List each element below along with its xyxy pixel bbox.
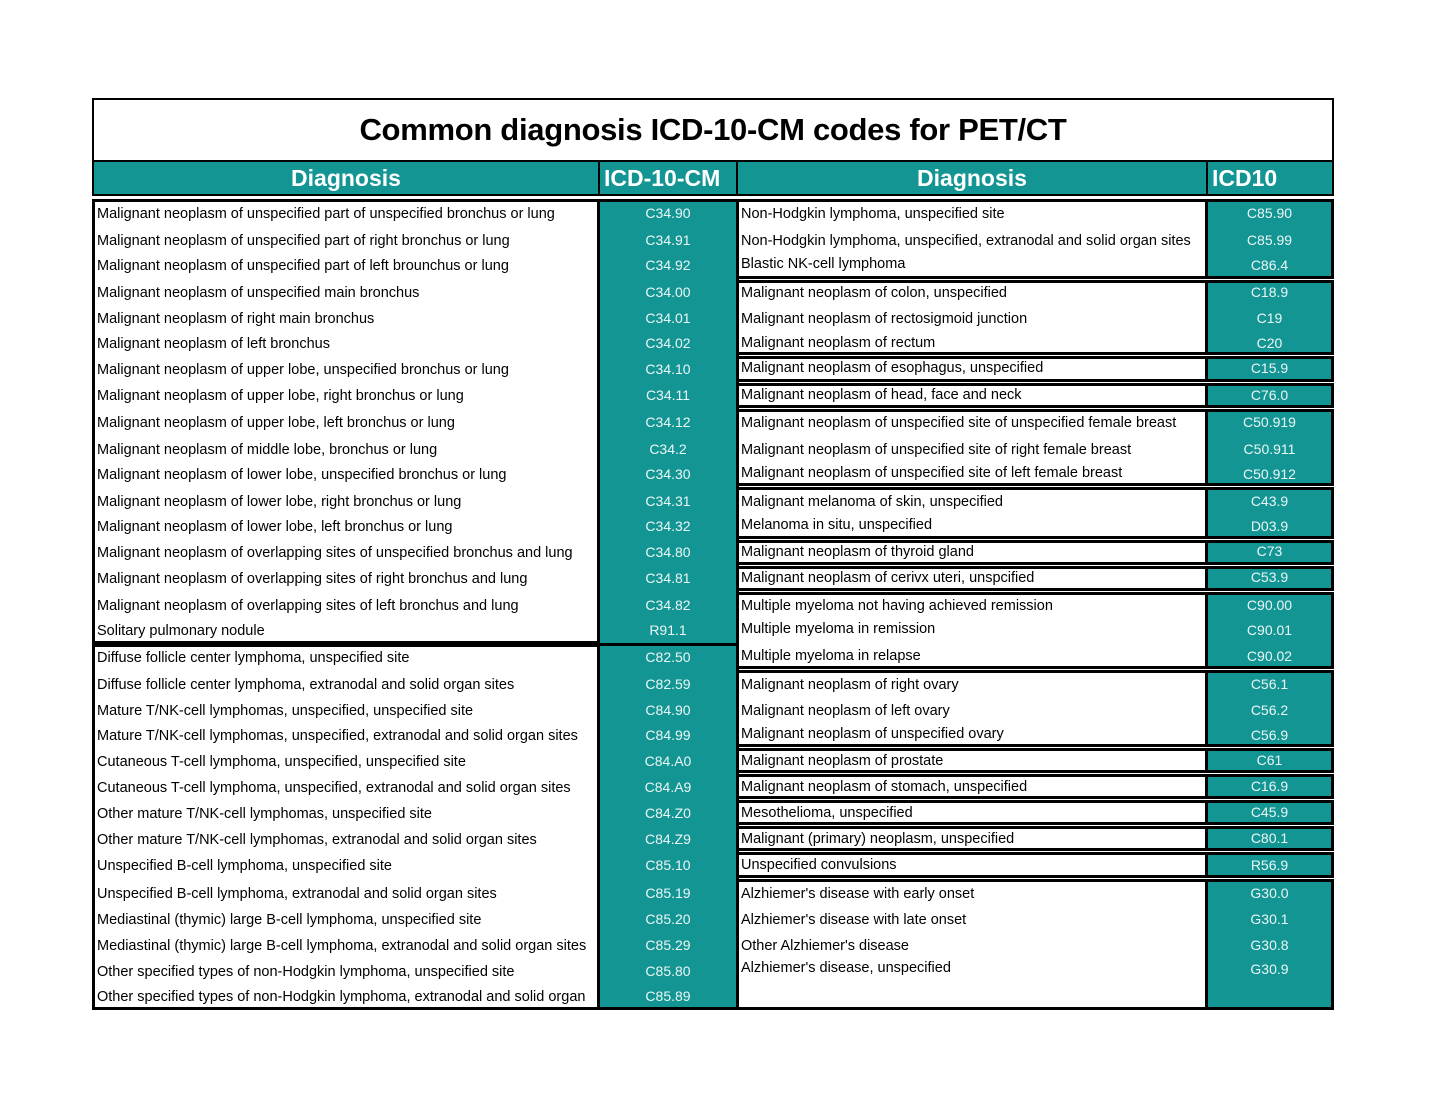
left-group-divider xyxy=(597,643,739,646)
icd-code: G30.1 xyxy=(1250,911,1289,927)
icd-code: G30.9 xyxy=(1250,961,1289,977)
diagnosis-text: Alzhiemer's disease with late onset xyxy=(741,912,967,928)
table-row xyxy=(94,675,514,695)
diagnosis-text: Malignant neoplasm of overlapping sites of right bronchus and lung xyxy=(97,571,528,587)
diagnosis-text: Malignant neoplasm of head, face and neck xyxy=(741,387,1022,403)
table-row xyxy=(738,777,1027,797)
table-row xyxy=(94,884,497,904)
table-row xyxy=(94,204,555,224)
diagnosis-text: Mediastinal (thymic) large B-cell lymphoma, extranodal and solid organ sites xyxy=(97,938,587,954)
table-row xyxy=(738,568,1034,588)
diagnosis-text: Mediastinal (thymic) large B-cell lymphoma, unspecified site xyxy=(97,912,482,928)
right-diagnosis-header-label: Diagnosis xyxy=(917,164,1027,191)
diagnosis-text: Malignant neoplasm of unspecified part of left brounchus or lung xyxy=(97,258,509,274)
table-row xyxy=(94,360,509,380)
diagnosis-text: Malignant neoplasm of right main bronchus xyxy=(97,311,375,327)
table-row xyxy=(94,830,537,850)
icd-code: C34.91 xyxy=(645,232,691,248)
icd-code: C34.32 xyxy=(645,518,691,534)
icd-code: C45.9 xyxy=(1250,804,1289,820)
icd-code: C34.82 xyxy=(645,597,691,613)
table-row xyxy=(94,543,573,563)
table-row xyxy=(738,309,1027,329)
diagnosis-text: Malignant neoplasm of lower lobe, left bronchus or lung xyxy=(97,519,453,535)
diagnosis-text: Cutaneous T-cell lymphoma, unspecified, extranodal and solid organ sites xyxy=(97,780,571,796)
table-row xyxy=(94,856,392,876)
diagnosis-text: Malignant neoplasm of unspecified site of left female breast xyxy=(741,465,1123,481)
table-row xyxy=(94,231,510,251)
table-row xyxy=(738,646,921,666)
icd-code: C50.919 xyxy=(1243,414,1296,430)
table-row xyxy=(738,440,1131,460)
icd-code: C84.99 xyxy=(645,727,691,743)
diagnosis-text: Malignant neoplasm of esophagus, unspecified xyxy=(741,360,1044,376)
diagnosis-text: Malignant neoplasm of rectosigmoid junction xyxy=(741,311,1028,327)
table-row xyxy=(94,910,481,930)
left-diagnosis-header xyxy=(92,160,600,196)
icd-code: C80.1 xyxy=(1250,830,1289,846)
diagnosis-text: Malignant neoplasm of unspecified site of unspecified female breast xyxy=(741,415,1177,431)
icd-code: D03.9 xyxy=(1250,518,1289,534)
diagnosis-text: Cutaneous T-cell lymphoma, unspecified, unspecified site xyxy=(97,754,466,770)
left-code-header-label: ICD-10-CM xyxy=(604,164,721,191)
icd-code: C85.19 xyxy=(645,885,691,901)
diagnosis-text: Malignant neoplasm of upper lobe, unspecified bronchus or lung xyxy=(97,362,509,378)
diagnosis-text: Blastic NK-cell lymphoma xyxy=(741,256,906,272)
diagnosis-text: Other mature T/NK-cell lymphomas, extranodal and solid organ sites xyxy=(97,832,537,848)
icd-code: C34.92 xyxy=(645,257,691,273)
icd-code: C53.9 xyxy=(1250,569,1289,585)
diagnosis-text: Malignant neoplasm of unspecified part of unspecified bronchus or lung xyxy=(97,206,555,222)
icd-code: C50.911 xyxy=(1243,441,1296,457)
table-row xyxy=(94,701,473,721)
icd-code: C34.01 xyxy=(645,310,691,326)
table-row xyxy=(94,569,527,589)
icd-code: G30.0 xyxy=(1250,885,1289,901)
diagnosis-text: Unspecified B-cell lymphoma, unspecified site xyxy=(97,858,392,874)
icd-code: C85.89 xyxy=(645,988,691,1004)
diagnosis-text: Malignant neoplasm of right ovary xyxy=(741,677,959,693)
icd-code: C90.00 xyxy=(1246,597,1293,613)
icd-code: C90.02 xyxy=(1246,648,1293,664)
diagnosis-text: Malignant neoplasm of rectum xyxy=(741,335,936,351)
right-code-header xyxy=(1206,160,1334,196)
diagnosis-text: Unspecified B-cell lymphoma, extranodal and solid organ sites xyxy=(97,886,497,902)
diagnosis-text: Unspecified convulsions xyxy=(741,857,897,873)
table-row xyxy=(738,958,951,978)
icd-code: R56.9 xyxy=(1250,857,1289,873)
icd-code: C84.A0 xyxy=(644,753,692,769)
table-row xyxy=(94,386,464,406)
diagnosis-text: Malignant neoplasm of unspecified ovary xyxy=(741,726,1004,742)
icd-code: C34.02 xyxy=(645,335,691,351)
diagnosis-text: Mesothelioma, unspecified xyxy=(741,805,913,821)
table-row xyxy=(738,910,966,930)
icd-code: C90.01 xyxy=(1246,622,1293,638)
table-row xyxy=(94,256,509,276)
icd-code: C34.00 xyxy=(645,284,691,300)
diagnosis-text: Malignant neoplasm of unspecified part of right bronchus or lung xyxy=(97,233,510,249)
diagnosis-text: Other specified types of non-Hodgkin lymphoma, unspecified site xyxy=(97,964,515,980)
table-row xyxy=(94,962,515,982)
diagnosis-text: Malignant neoplasm of cerivx uteri, unspcified xyxy=(741,570,1035,586)
icd-code: C34.81 xyxy=(645,570,691,586)
table-row xyxy=(738,542,974,562)
table-row xyxy=(738,283,1007,303)
icd-code: C84.90 xyxy=(645,702,691,718)
diagnosis-text: Other Alzhiemer's disease xyxy=(741,938,909,954)
table-row xyxy=(94,936,586,956)
icd-code: C85.90 xyxy=(1246,205,1293,221)
table-row xyxy=(738,515,932,535)
icd-code: C34.10 xyxy=(645,361,691,377)
diagnosis-text: Malignant neoplasm of stomach, unspecified xyxy=(741,779,1028,795)
icd-code: C34.11 xyxy=(645,387,691,403)
table-row xyxy=(738,413,1176,433)
left-diagnosis-header-label: Diagnosis xyxy=(291,164,401,191)
icd-code: C84.Z9 xyxy=(645,831,691,847)
right-code-header-label: ICD10 xyxy=(1212,164,1278,191)
diagnosis-text: Diffuse follicle center lymphoma, extranodal and solid organ sites xyxy=(97,677,515,693)
diagnosis-text: Mature T/NK-cell lymphomas, unspecified, extranodal and solid organ sites xyxy=(97,728,578,744)
table-row xyxy=(94,492,461,512)
diagnosis-text: Malignant melanoma of skin, unspecified xyxy=(741,494,1003,510)
diagnosis-text: Alzhiemer's disease with early onset xyxy=(741,886,975,902)
icd-code: C86.4 xyxy=(1250,257,1289,273)
table-row xyxy=(94,987,585,1007)
diagnosis-text: Melanoma in situ, unspecified xyxy=(741,517,933,533)
icd-code: C56.1 xyxy=(1250,676,1289,692)
icd-code: C50.912 xyxy=(1243,466,1296,482)
diagnosis-text: Non-Hodgkin lymphoma, unspecified, extranodal and solid organ sites xyxy=(741,233,1191,249)
icd-code: C34.12 xyxy=(645,414,691,430)
icd-code: C56.2 xyxy=(1250,702,1289,718)
table-row xyxy=(738,829,1014,849)
icd-code: C82.50 xyxy=(645,649,691,665)
diagnosis-text: Diffuse follicle center lymphoma, unspecified site xyxy=(97,650,410,666)
diagnosis-text: Malignant neoplasm of left ovary xyxy=(741,703,950,719)
table-row xyxy=(738,254,905,274)
icd-code: C34.30 xyxy=(645,466,691,482)
diagnosis-text: Malignant neoplasm of colon, unspecified xyxy=(741,285,1007,301)
diagnosis-text: Non-Hodgkin lymphoma, unspecified site xyxy=(741,206,1005,222)
diagnosis-text: Malignant neoplasm of unspecified site of right female breast xyxy=(741,442,1132,458)
table-row xyxy=(738,619,935,639)
table-row xyxy=(94,804,432,824)
icd-code: C18.9 xyxy=(1250,284,1289,300)
diagnosis-text: Malignant neoplasm of left bronchus xyxy=(97,336,330,352)
table-row xyxy=(738,936,909,956)
icd10-code-sheet xyxy=(92,98,1334,1010)
icd-code: C85.99 xyxy=(1246,232,1293,248)
table-row xyxy=(94,648,409,668)
icd-code: C85.20 xyxy=(645,911,691,927)
table-row xyxy=(94,726,578,746)
icd-code: C61 xyxy=(1256,752,1283,768)
icd-code: C84.Z0 xyxy=(645,805,691,821)
diagnosis-text: Alzhiemer's disease, unspecified xyxy=(741,960,951,976)
table-row xyxy=(738,463,1122,483)
diagnosis-text: Solitary pulmonary nodule xyxy=(97,623,265,639)
diagnosis-text: Malignant neoplasm of lower lobe, unspecified bronchus or lung xyxy=(97,467,507,483)
diagnosis-text: Malignant neoplasm of thyroid gland xyxy=(741,544,974,560)
table-row xyxy=(94,309,374,329)
right-diagnosis-header xyxy=(736,160,1208,196)
table-row xyxy=(94,596,519,616)
left-code-header xyxy=(598,160,738,196)
table-row xyxy=(94,334,330,354)
icd-code: C73 xyxy=(1256,543,1283,559)
table-row xyxy=(738,492,1003,512)
page-title: Common diagnosis ICD-10-CM codes for PET/CT xyxy=(359,112,1067,147)
icd-code: C16.9 xyxy=(1250,778,1289,794)
table-row xyxy=(738,204,1005,224)
diagnosis-text: Malignant neoplasm of unspecified main bronchus xyxy=(97,285,420,301)
table-row xyxy=(738,385,1022,405)
diagnosis-text: Other specified types of non-Hodgkin lymphoma, extranodal and solid organ xyxy=(97,989,586,1005)
icd-code: C56.9 xyxy=(1250,727,1289,743)
icd-code: C84.A9 xyxy=(644,779,692,795)
table-row xyxy=(738,596,1053,616)
icd-code: R91.1 xyxy=(649,622,687,638)
diagnosis-text: Malignant neoplasm of upper lobe, right bronchus or lung xyxy=(97,388,464,404)
icd-code: C43.9 xyxy=(1250,493,1289,509)
icd-code: C34.31 xyxy=(645,493,691,509)
icd-code: G30.8 xyxy=(1250,937,1289,953)
icd-code: C19 xyxy=(1256,310,1283,326)
icd-code: C15.9 xyxy=(1250,360,1289,376)
table-row xyxy=(738,701,950,721)
table-row xyxy=(738,803,913,823)
diagnosis-text: Malignant neoplasm of overlapping sites of unspecified bronchus and lung xyxy=(97,545,573,561)
table-row xyxy=(738,884,974,904)
table-row xyxy=(94,778,571,798)
table-row xyxy=(94,752,466,772)
table-row xyxy=(94,283,419,303)
icd-code: C85.29 xyxy=(645,937,691,953)
diagnosis-text: Multiple myeloma not having achieved remission xyxy=(741,598,1053,614)
diagnosis-text: Malignant neoplasm of upper lobe, left bronchus or lung xyxy=(97,415,455,431)
table-row xyxy=(738,751,943,771)
diagnosis-text: Malignant neoplasm of overlapping sites of left bronchus and lung xyxy=(97,598,519,614)
diagnosis-text: Multiple myeloma in remission xyxy=(741,621,936,637)
table-row xyxy=(94,440,437,460)
icd-code: C82.59 xyxy=(645,676,691,692)
table-row xyxy=(94,621,265,641)
table-row xyxy=(738,675,959,695)
title-box xyxy=(92,98,1334,160)
table-row xyxy=(738,724,1004,744)
icd-code: C76.0 xyxy=(1250,387,1289,403)
diagnosis-text: Malignant neoplasm of lower lobe, right bronchus or lung xyxy=(97,494,462,510)
diagnosis-text: Malignant neoplasm of middle lobe, bronchus or lung xyxy=(97,442,438,458)
diagnosis-text: Multiple myeloma in relapse xyxy=(741,648,921,664)
icd-code: C85.80 xyxy=(645,963,691,979)
table-row xyxy=(738,333,935,353)
diagnosis-text: Mature T/NK-cell lymphomas, unspecified, unspecified site xyxy=(97,703,474,719)
table-row xyxy=(94,413,455,433)
diagnosis-text: Malignant neoplasm of prostate xyxy=(741,753,944,769)
icd-code: C34.80 xyxy=(645,544,691,560)
table-row xyxy=(94,517,452,537)
table-row xyxy=(738,358,1043,378)
table-row xyxy=(94,465,506,485)
icd-code: C20 xyxy=(1256,335,1283,351)
icd-code: C34.90 xyxy=(645,205,691,221)
table-row xyxy=(738,231,1191,251)
icd-code: C34.2 xyxy=(649,441,687,457)
icd-code: C85.10 xyxy=(645,857,691,873)
diagnosis-text: Other mature T/NK-cell lymphomas, unspecified site xyxy=(97,806,432,822)
diagnosis-text: Malignant (primary) neoplasm, unspecified xyxy=(741,831,1015,847)
table-row xyxy=(738,855,897,875)
